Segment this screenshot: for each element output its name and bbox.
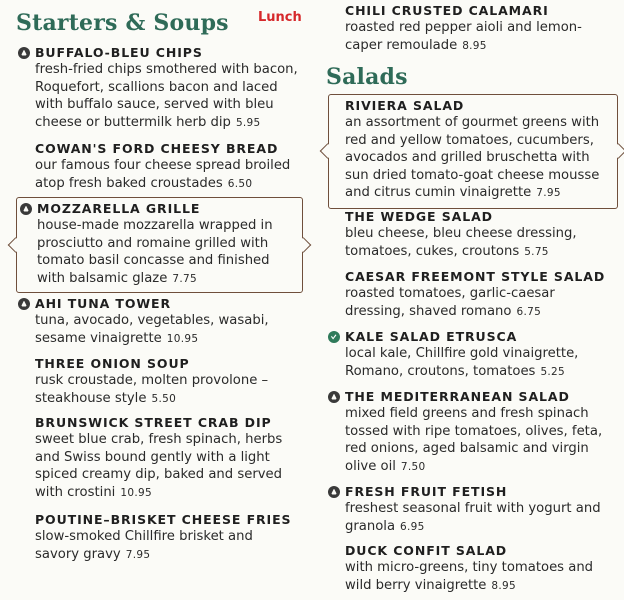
- item-description: our famous four cheese spread broiled atop fresh baked croustades: [35, 158, 291, 191]
- menu-item-the-wedge-salad: [345, 208, 595, 261]
- item-price: 7.75: [172, 272, 197, 285]
- item-description: slow-smoked Chillfire brisket and savory gravy: [35, 529, 253, 562]
- menu-item-brunswick-street-crab-dip: [35, 414, 297, 502]
- menu-item-fresh-fruit-fetish: [328, 483, 614, 536]
- lunch-label: Lunch: [258, 10, 302, 25]
- menu-item-duck-confit-salad: [345, 542, 609, 595]
- item-name: AHI TUNA TOWER: [35, 296, 172, 311]
- item-name: MOZZARELLA GRILLE: [37, 201, 201, 216]
- item-name: BRUNSWICK STREET CRAB DIP: [35, 415, 272, 430]
- item-description: mixed field greens and fresh spinach tossed with ripe tomatoes, olives, feta, red onions, aged balsamic and virgin olive oil: [345, 406, 603, 474]
- section-title-starters: Starters & Soups: [16, 10, 229, 36]
- item-name: POUTINE–BRISKET CHEESE FRIES: [35, 512, 292, 527]
- item-price: 10.95: [120, 486, 152, 499]
- item-name: KALE SALAD ETRUSCA: [345, 329, 518, 344]
- menu-item-three-onion-soup: [35, 355, 295, 408]
- item-name: THE MEDITERRANEAN SALAD: [345, 389, 570, 404]
- item-description: an assortment of gourmet greens with red and yellow tomatoes, cucumbers, avocados and grilled bruschetta with sun dried tomato-goat cheese mousse and citrus cumin vinaigrette: [345, 115, 600, 201]
- item-description: tuna, avocado, vegetables, wasabi, sesame vinaigrette: [35, 313, 269, 346]
- item-description: with micro-greens, tiny tomatoes and wild berry vinaigrette: [345, 560, 594, 593]
- section-title-salads: Salads: [326, 64, 408, 90]
- item-price: 7.95: [125, 548, 151, 561]
- item-price: 8.95: [491, 579, 517, 592]
- item-description: roasted red pepper aioli and lemon-caper remoulade: [345, 20, 582, 53]
- item-name: DUCK CONFIT SALAD: [345, 543, 508, 558]
- item-description: roasted tomatoes, garlic-caesar dressing, shaved romano: [345, 286, 555, 319]
- item-description: freshest seasonal fruit with yogurt and granola: [345, 501, 601, 534]
- item-price: 8.95: [462, 39, 487, 52]
- chef-hat-icon: [18, 298, 30, 310]
- menu-item-cowans-ford-cheesy-bread: [35, 140, 307, 193]
- menu-item-buffalo-bleu-chips: [18, 44, 308, 132]
- item-price: 5.50: [151, 392, 177, 405]
- chef-hat-icon: [328, 486, 340, 498]
- menu-item-ahi-tuna-tower: [18, 295, 298, 348]
- item-name: FRESH FRUIT FETISH: [345, 484, 508, 499]
- item-price: 10.95: [166, 332, 199, 345]
- item-description: sweet blue crab, fresh spinach, herbs and Swiss bound gently with a light spiced creamy dip, baked and served with crostini: [35, 432, 283, 500]
- item-price: 6.75: [516, 305, 542, 318]
- menu-item-chili-crusted-calamari: [345, 2, 609, 55]
- chef-hat-icon: [18, 47, 30, 59]
- item-description: rusk croustade, molten provolone – steakhouse style: [35, 373, 269, 406]
- item-description: house-made mozzarella wrapped in prosciutto and romaine grilled with tomato basil concasse and finished with balsamic glaze: [37, 218, 273, 286]
- item-name: RIVIERA SALAD: [345, 98, 465, 113]
- menu-item-kale-salad-etrusca: [328, 328, 614, 381]
- item-price: 6.95: [400, 520, 425, 533]
- check-leaf-icon: [328, 331, 340, 343]
- item-name: THREE ONION SOUP: [35, 356, 190, 371]
- menu-item-poutine-brisket-cheese-fries: [35, 511, 301, 564]
- menu-item-the-mediterranean-salad: [328, 388, 614, 476]
- menu-item-riviera-salad: [328, 94, 618, 209]
- item-price: 7.50: [400, 460, 426, 473]
- item-price: 6.50: [227, 177, 253, 190]
- item-name: COWAN'S FORD CHEESY BREAD: [35, 141, 279, 156]
- chef-hat-icon: [20, 203, 32, 215]
- item-price: 5.75: [524, 245, 549, 258]
- item-name: BUFFALO-BLEU CHIPS: [35, 45, 203, 60]
- item-name: CAESAR FREEMONT STYLE SALAD: [345, 269, 606, 284]
- item-description: local kale, Chillfire gold vinaigrette, Romano, croutons, tomatoes: [345, 346, 579, 379]
- item-description: fresh-fried chips smothered with bacon, Roquefort, scallions bacon and laced with buffalo sauce, served with bleu cheese or buttermilk herb dip: [35, 62, 298, 130]
- item-description: bleu cheese, bleu cheese dressing, tomatoes, cukes, croutons: [345, 226, 577, 259]
- item-price: 7.95: [536, 187, 561, 200]
- chef-hat-icon: [328, 391, 340, 403]
- item-name: CHILI CRUSTED CALAMARI: [345, 3, 549, 18]
- item-name: THE WEDGE SALAD: [345, 209, 493, 224]
- item-price: 5.95: [235, 116, 261, 129]
- left-column: [16, 0, 312, 562]
- menu-item-mozzarella-grille: [16, 197, 303, 293]
- item-price: 5.25: [540, 365, 566, 378]
- menu-item-caesar-freemont-style-salad: [345, 268, 615, 321]
